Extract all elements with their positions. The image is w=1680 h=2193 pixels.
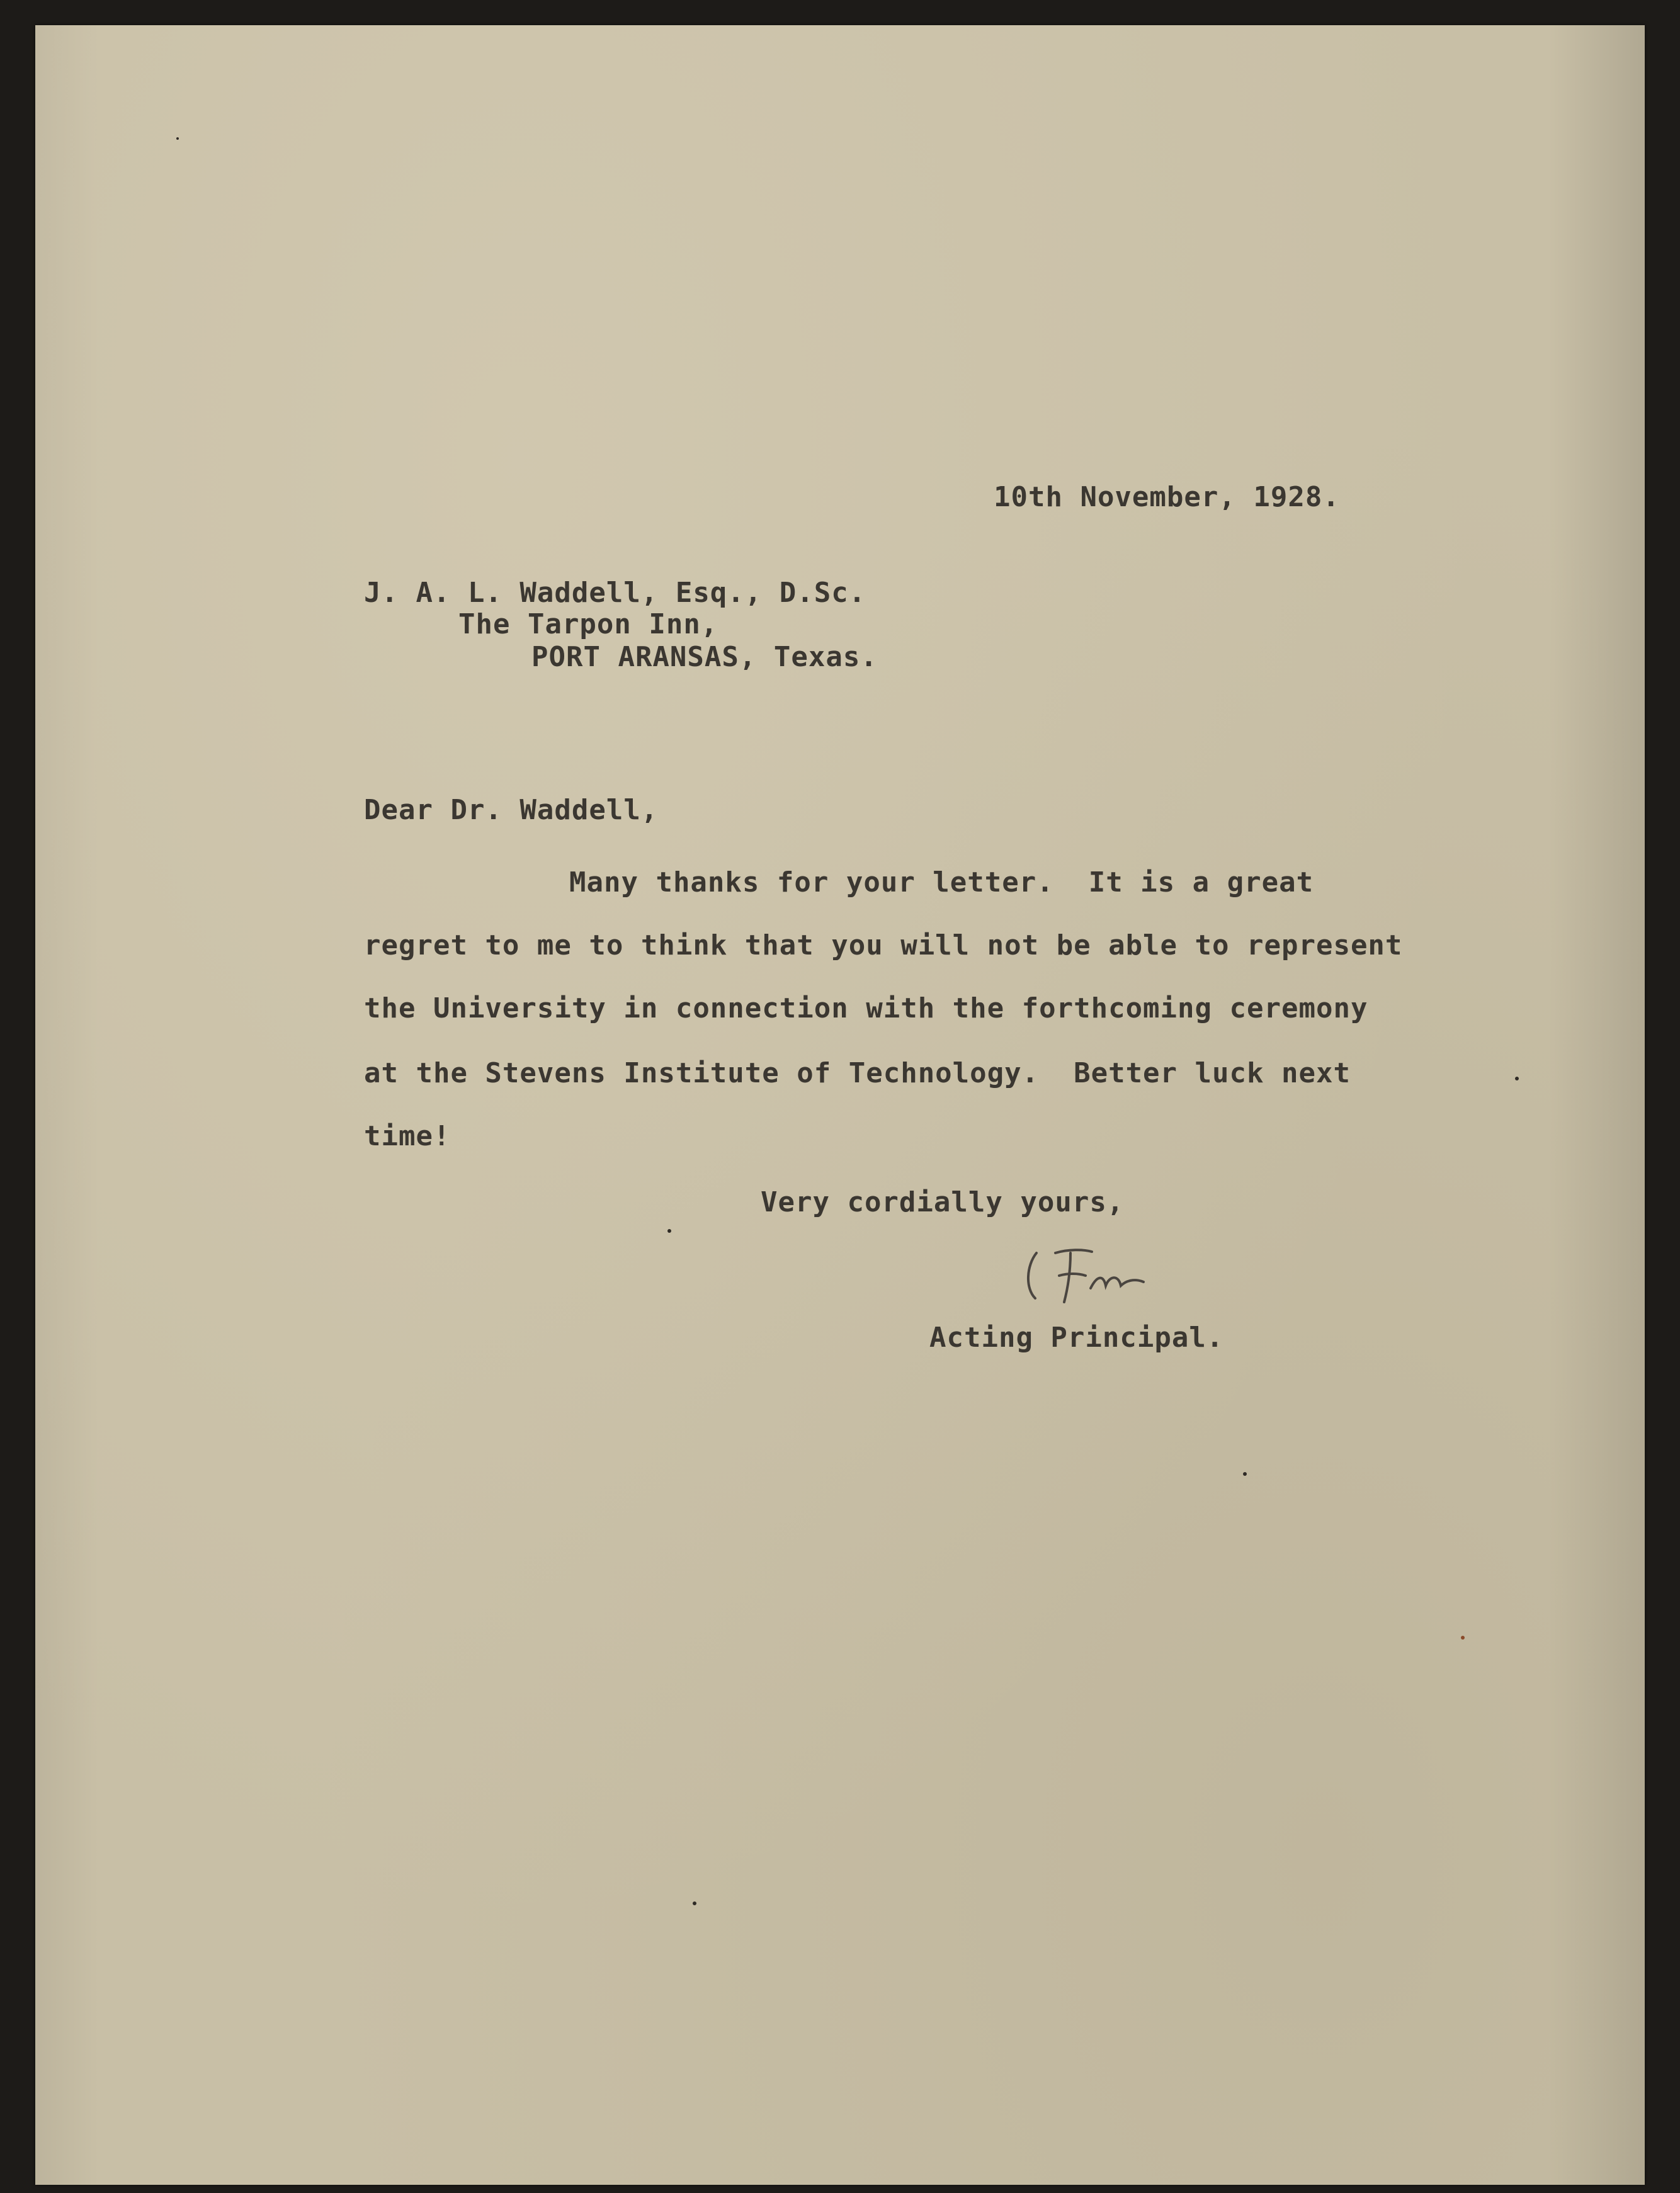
paper-speck bbox=[1461, 1636, 1465, 1640]
paper-speck bbox=[667, 1229, 671, 1233]
letter-page bbox=[35, 25, 1645, 2185]
paper-speck bbox=[176, 137, 179, 140]
body-line: the University in connection with the forthcoming ceremony bbox=[364, 992, 1368, 1024]
closing: Very cordially yours, bbox=[761, 1186, 1125, 1218]
signer-title: Acting Principal. bbox=[929, 1322, 1224, 1354]
paper-speck bbox=[1243, 1472, 1247, 1476]
body-line: at the Stevens Institute of Technology. Better luck next bbox=[364, 1057, 1351, 1089]
recipient-city-state: PORT ARANSAS, Texas. bbox=[531, 641, 878, 673]
salutation: Dear Dr. Waddell, bbox=[364, 794, 659, 826]
body-line: regret to me to think that you will not be able to represent bbox=[364, 929, 1403, 961]
recipient-address-line: The Tarpon Inn, bbox=[458, 608, 718, 640]
paper-speck bbox=[1515, 1077, 1519, 1080]
letter-date: 10th November, 1928. bbox=[994, 481, 1340, 513]
body-line: Many thanks for your letter. It is a great bbox=[569, 866, 1314, 898]
paper-speck bbox=[693, 1901, 696, 1905]
signature-icon bbox=[1018, 1228, 1206, 1310]
recipient-name: J. A. L. Waddell, Esq., D.Sc. bbox=[364, 577, 866, 609]
body-line: time! bbox=[364, 1120, 451, 1152]
